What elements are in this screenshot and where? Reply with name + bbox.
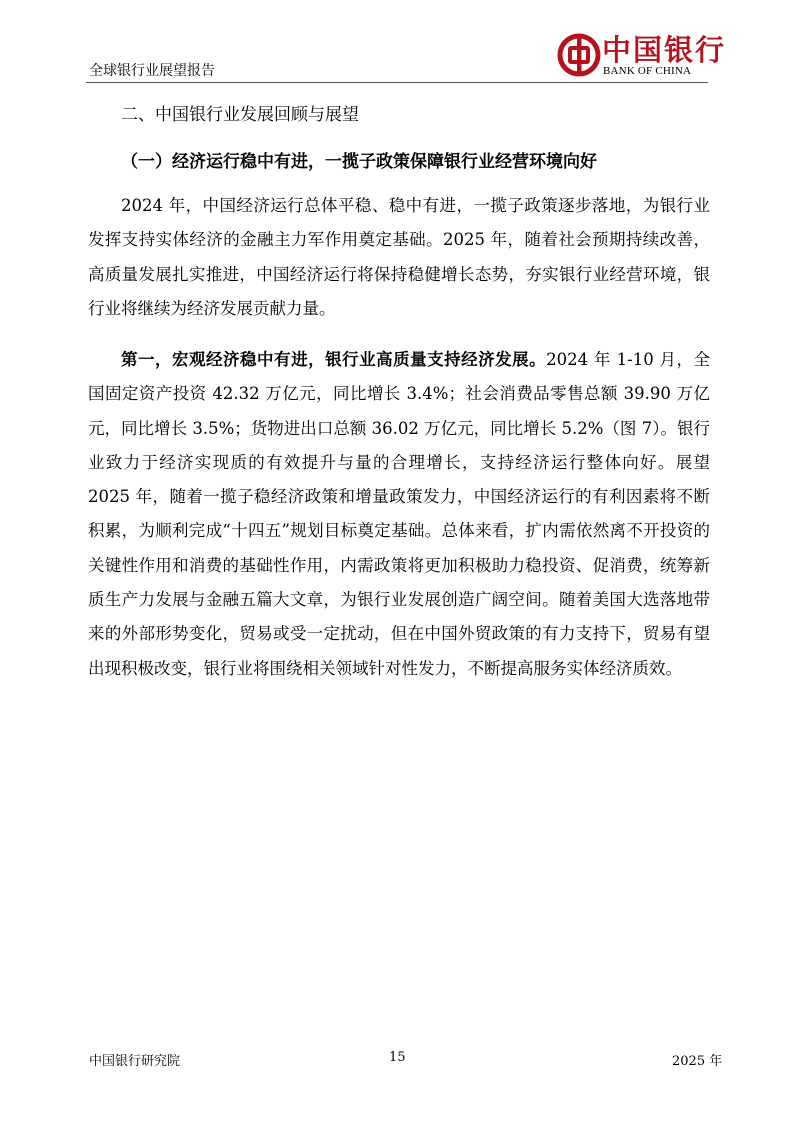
paragraph-2: [88, 343, 710, 686]
logo-english-name: BANK OF CHINA: [603, 65, 692, 77]
paragraph-2-body: 2024 年 1-10 月，全国固定资产投资 42.32 万亿元，同比增长 3.4%；社会消费品零售总额 39.90 万亿元，同比增长 3.5%；货物进出口总额 36.02 万亿元，同比增长 5.2%（图 7）。银行业致力于经济实现质的有效提升与量的合理增长，支持经济运行整体向好。展望 2025 年，随着一揽子稳经济政策和增量政策发力，中国经济运行的有利因素将不断积累，为顺利完成“十四五”规划目标奠定基础。总体来看，扩内需依然离不开投资的关键性作用和消费的基础性作用，内需政策将更加积极助力稳投资、促消费，统筹新质生产力发展与金融五篇大文章，为银行业发展创造广阔空间。随着美国大选落地带来的外部形势变化，贸易或受一定扰动，但在中国外贸政策的有力支持下，贸易有望出现积极改变，银行业将围绕相关领域针对性发力，不断提高服务实体经济质效。: [88, 350, 711, 678]
paragraph-1: 2024 年，中国经济运行总体平稳、稳中有进，一揽子政策逐步落地，为银行业发挥支持实体经济的金融主力军作用奠定基础。2025 年，随着社会预期持续改善，高质量发展扎实推进，中国经济运行将保持稳健增长态势，夯实银行业经营环境，银行业将继续为经济发展贡献力量。: [88, 196, 710, 318]
footer-organization: 中国银行研究院: [89, 1054, 181, 1069]
section-heading: 二、中国银行业发展回顾与展望: [121, 105, 359, 125]
logo-chinese-name: 中国银行: [602, 33, 727, 67]
bank-of-china-emblem-icon: [557, 33, 601, 77]
paragraph-2-lead: 第一，宏观经济稳中有进，银行业高质量支持经济发展。: [121, 350, 547, 369]
sub-heading: （一）经济运行稳中有进，一揽子政策保障银行业经营环境向好: [121, 152, 597, 172]
bank-logo: [557, 31, 727, 81]
header-title: 全球银行业展望报告: [89, 63, 215, 79]
footer-year: 2025 年: [672, 1054, 723, 1069]
footer-page-number: 15: [389, 1050, 406, 1065]
header-divider: [86, 82, 708, 83]
